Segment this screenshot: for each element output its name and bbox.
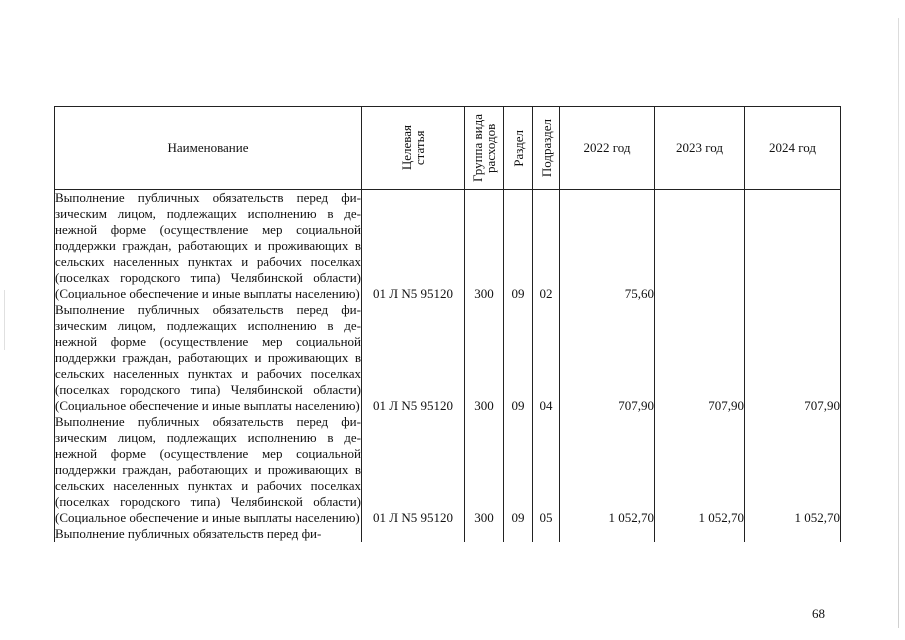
- row-name: Выполнение публичных обязательств перед физическим лицом, подлежащих исполнению в денежной форме (осуществление мер социальной поддержки граждан, работающих и проживающих в сельских населенных пунктах и рабочих поселках (поселках городского типа) Челябинской области) (Социальное обеспечение и иные выплаты населению): [55, 190, 361, 301]
- row-name: Выполнение публичных обязательств перед фи-: [55, 526, 362, 542]
- row-amount-2022: [560, 526, 655, 542]
- row-amount-2023: [655, 526, 745, 542]
- row-amount-2024: [745, 190, 841, 303]
- row-target-article: 01 Л N5 95120: [362, 302, 465, 414]
- table-row: [55, 414, 841, 526]
- row-section: 09: [504, 302, 533, 414]
- row-expense-group: 300: [465, 414, 504, 526]
- table-row: [55, 526, 841, 542]
- scan-edge-line: [898, 18, 899, 628]
- header-name: Наименование: [55, 107, 362, 190]
- scan-edge-mark: [4, 290, 5, 350]
- row-expense-group: [465, 526, 504, 542]
- row-amount-2022: 75,60: [560, 190, 655, 303]
- row-target-article: 01 Л N5 95120: [362, 414, 465, 526]
- header-section: Раздел: [504, 107, 533, 190]
- header-expense-group: Группа вида расходов: [465, 107, 504, 190]
- header-year-2024: 2024 год: [745, 107, 841, 190]
- row-name: Выполнение публичных обязательств перед физическим лицом, подлежащих исполнению в денежной форме (осуществление мер социальной поддержки граждан, работающих и проживающих в сельских населенных пунктах и рабочих поселках (поселках городского типа) Челябинской области) (Социальное обеспечение и иные выплаты населению): [55, 302, 361, 413]
- row-subsection: 05: [533, 414, 560, 526]
- row-amount-2023: 707,90: [655, 302, 745, 414]
- row-expense-group: 300: [465, 190, 504, 303]
- budget-table: [54, 106, 841, 542]
- row-name: Выполнение публичных обязательств перед физическим лицом, подлежащих исполнению в денежной форме (осуществление мер социальной поддержки граждан, работающих и проживающих в сельских населенных пунктах и рабочих поселках (поселках городского типа) Челябинской области) (Социальное обеспечение и иные выплаты населению): [55, 414, 361, 525]
- row-amount-2023: 1 052,70: [655, 414, 745, 526]
- header-year-2022: 2022 год: [560, 107, 655, 190]
- row-subsection: [533, 526, 560, 542]
- row-amount-2022: 707,90: [560, 302, 655, 414]
- row-target-article: 01 Л N5 95120: [362, 190, 465, 303]
- row-amount-2023: [655, 190, 745, 303]
- row-amount-2024: [745, 526, 841, 542]
- row-section: 09: [504, 414, 533, 526]
- row-section: 09: [504, 190, 533, 303]
- row-target-article: [362, 526, 465, 542]
- header-row: [55, 107, 841, 190]
- page-number: 68: [812, 606, 825, 621]
- table-row: [55, 302, 841, 414]
- row-amount-2022: 1 052,70: [560, 414, 655, 526]
- table-row: [55, 190, 841, 303]
- row-expense-group: 300: [465, 302, 504, 414]
- row-subsection: 04: [533, 302, 560, 414]
- row-amount-2024: 1 052,70: [745, 414, 841, 526]
- row-amount-2024: 707,90: [745, 302, 841, 414]
- header-year-2023: 2023 год: [655, 107, 745, 190]
- header-subsection: Подраздел: [533, 107, 560, 190]
- row-subsection: 02: [533, 190, 560, 303]
- header-target-article: Целевая статья: [362, 107, 465, 190]
- row-section: [504, 526, 533, 542]
